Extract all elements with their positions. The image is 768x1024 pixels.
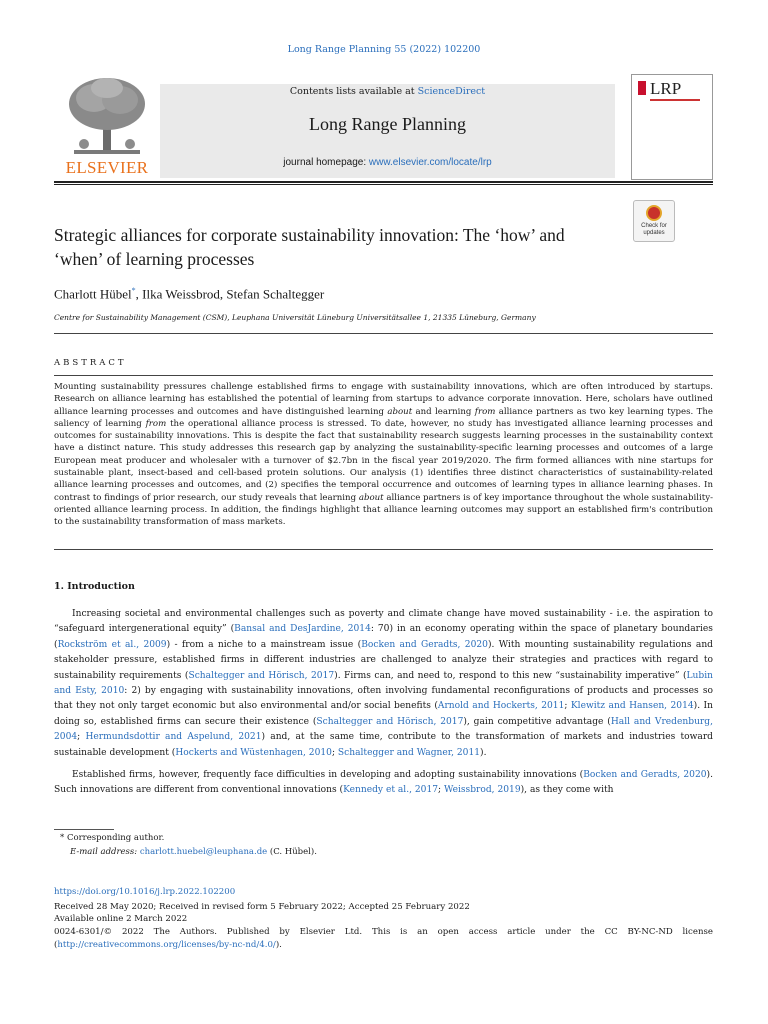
abstract-text: alliance partners as two key learning types. The saliency of learning: [54, 406, 713, 429]
paragraph-text: ) and, at the same time, contribute to the transformation of markets and industries toward sustainable development (: [54, 732, 713, 758]
intro-paragraph-1: [54, 607, 713, 761]
citation-link[interactable]: Hermundsdottir and Aspelund, 2021: [85, 732, 262, 743]
journal-title: Long Range Planning: [309, 114, 466, 134]
paragraph-text: ) - from a niche to a mainstream issue (: [166, 639, 362, 650]
paragraph-text: ), as they come with: [520, 785, 614, 796]
license-end: ).: [275, 939, 282, 950]
citation-link[interactable]: Schaltegger and Wagner, 2011: [337, 747, 481, 758]
paragraph-text: ). Firms can, and need to, respond to this new “sustainability imperative” (: [334, 670, 687, 681]
paragraph-text: : 2) by engaging with sustainability innovations, often involving fundamental reconfigurations of products and processes so that they not only target economic but also environmental and/or social benefits (: [54, 686, 713, 712]
paragraph-text: ). Such innovations are different from conventional innovations (: [54, 770, 713, 796]
email-label: E-mail address:: [70, 847, 138, 857]
email-footnote: [70, 847, 317, 857]
intro-paragraph-2: [54, 768, 713, 799]
citation-link[interactable]: Bocken and Geradts, 2020: [583, 770, 707, 780]
citation-link[interactable]: Kennedy et al., 2017: [343, 785, 439, 796]
citation-link[interactable]: Rockström et al., 2009: [57, 639, 167, 650]
abstract-bottom-divider: [54, 549, 713, 550]
author-email-link[interactable]: charlott.huebel@leuphana.de: [139, 847, 268, 857]
footnote-divider: [54, 829, 114, 830]
elsevier-wordmark: ELSEVIER: [65, 158, 149, 177]
abstract-text: and learning: [412, 406, 475, 417]
paragraph-text: ).: [480, 747, 487, 758]
homepage-prefix: journal homepage:: [283, 157, 369, 168]
abstract-heading: ABSTRACT: [54, 358, 127, 368]
citation-link[interactable]: Arnold and Hockerts, 2011: [437, 701, 565, 712]
citation-link[interactable]: Hall and Vredenburg, 2004: [54, 716, 713, 743]
license-statement: [54, 926, 713, 951]
citation-link[interactable]: Hockerts and Wüstenhagen, 2010: [175, 747, 332, 758]
citation-link[interactable]: Weissbrod, 2019: [443, 785, 521, 796]
paragraph-text: Increasing societal and environmental challenges such as poverty and climate change have moved sustainability - i.e. the aspiration to “safeguard intergenerational equity” (: [54, 609, 713, 635]
author-affiliation: Centre for Sustainability Management (CSM), Leuphana Universität Lüneburg Universitätsallee 1, 21335 Lüneburg, Germany: [54, 313, 536, 322]
author-name[interactable]: Charlott Hübel: [54, 286, 132, 302]
abstract-emphasis: from: [145, 418, 167, 429]
citation-link[interactable]: Bansal and DesJardine, 2014: [234, 624, 371, 635]
abstract-body: [54, 381, 713, 529]
citation-link[interactable]: Schaltegger and Hörisch, 2017: [316, 716, 464, 727]
article-title: Strategic alliances for corporate sustainability innovation: The ‘how’ and ‘when’ of learning processes: [54, 225, 565, 269]
license-text: 0024-6301/© 2022 The Authors. Published by Elsevier Ltd. This is an open access article under the CC BY-NC-ND license (: [54, 927, 713, 950]
paragraph-text: : 70) in an economy operating within the space of planetary boundaries (: [54, 624, 713, 650]
paragraph-text: ;: [438, 785, 444, 796]
elsevier-logo: [54, 74, 160, 178]
other-authors[interactable]: , Ilka Weissbrod, Stefan Schaltegger: [135, 286, 325, 302]
citation-link[interactable]: Schaltegger and Hörisch, 2017: [188, 670, 335, 681]
sciencedirect-link[interactable]: ScienceDirect: [417, 86, 486, 97]
cover-label: LRP: [650, 79, 682, 98]
abstract-emphasis: about: [358, 492, 384, 503]
paragraph-text: ;: [331, 747, 338, 758]
citation-link[interactable]: Lubin and Esty, 2010: [54, 670, 713, 697]
journal-cover-thumbnail[interactable]: [631, 74, 713, 180]
author-list: [54, 286, 324, 302]
paragraph-text: ;: [564, 701, 571, 712]
affiliation-divider: [54, 333, 713, 334]
contents-prefix: Contents lists available at: [289, 86, 418, 97]
abstract-text: the operational alliance process is stressed. To date, however, no study has investigated alliance learning processes and outcomes for sustainability innovations. This is despite the fact that sustainability research suggests learning processes in the sustainability context have a distinct nature. This study addresses this research gap by analyzing the sustainability-specific learning processes and outcomes of a large European meat producer and wholesaler with a turnover of $2.7bn in the fiscal year 2019/2020. The firm formed alliances with nine startups for sustainable plant, insect-based and cell-based protein solutions. Our analysis (1) identifies three distinct characteristics of sustainability-related alliance learning processes and outcomes, and (2) specifies the temporal occurrence and outcomes of learning types in alliance learning phases. In contrast to findings of prior research, our study reveals that learning: [54, 418, 713, 503]
abstract-top-divider: [54, 375, 713, 376]
license-link[interactable]: http://creativecommons.org/licenses/by-nc-nd/4.0/: [57, 939, 276, 950]
paragraph-text: ), gain competitive advantage (: [463, 716, 611, 727]
paragraph-text: ). With mounting sustainability regulations and stakeholder pressure, established firms in different industries are challenged to analyze their strategies and practices with regard to sustainability requirements (: [54, 639, 713, 681]
corresponding-author-footnote: * Corresponding author.: [60, 833, 165, 843]
check-for-updates-button[interactable]: [633, 200, 675, 242]
paragraph-text: ;: [77, 732, 86, 743]
section-heading-introduction: 1. Introduction: [54, 581, 135, 592]
citation-link[interactable]: Klewitz and Hansen, 2014: [570, 701, 694, 712]
paragraph-text: ). In doing so, established firms can secure their existence (: [54, 701, 713, 727]
journal-citation-link[interactable]: Long Range Planning 55 (2022) 102200: [287, 44, 481, 55]
abstract-text: Mounting sustainability pressures challenge established firms to engage with sustainability innovations, which are often introduced by startups. Research on alliance learning has established the potential of learning from startups to advance corporate innovation. Here, scholars have outlined alliance learning processes and outcomes and have distinguished learning: [54, 382, 713, 417]
abstract-text: alliance partners is of key importance throughout the whole sustainability-oriented alliance learning process. In addition, the findings highlight that alliance learning outcomes may support an established firm's contribution to the sustainability transformation of mass markets.: [54, 492, 713, 528]
journal-homepage-line: [160, 157, 615, 168]
available-online-date: Available online 2 March 2022: [54, 914, 188, 924]
email-suffix: (C. Hübel).: [267, 847, 317, 857]
journal-homepage-link[interactable]: www.elsevier.com/locate/lrp: [368, 157, 492, 168]
check-updates-label: Check for updates: [641, 223, 667, 236]
corresponding-author-mark[interactable]: *: [131, 286, 136, 295]
contents-line: [160, 86, 615, 97]
cover-accent-bar: [638, 81, 646, 95]
paragraph-text: Established firms, however, frequently face difficulties in developing and adopting sustainability innovations (: [72, 770, 584, 780]
cover-underline: [650, 99, 700, 101]
header-divider-thin: [54, 184, 713, 185]
abstract-emphasis: from: [474, 406, 496, 417]
header-divider-thick: [54, 181, 713, 183]
received-dates: Received 28 May 2020; Received in revised form 5 February 2022; Accepted 25 February 2022: [54, 902, 470, 912]
doi-link[interactable]: https://doi.org/10.1016/j.lrp.2022.102200: [54, 887, 236, 897]
bookmark-icon: [646, 205, 662, 221]
citation-link[interactable]: Bocken and Geradts, 2020: [361, 639, 488, 650]
elsevier-tree-icon: [54, 74, 160, 158]
abstract-emphasis: about: [387, 406, 413, 417]
